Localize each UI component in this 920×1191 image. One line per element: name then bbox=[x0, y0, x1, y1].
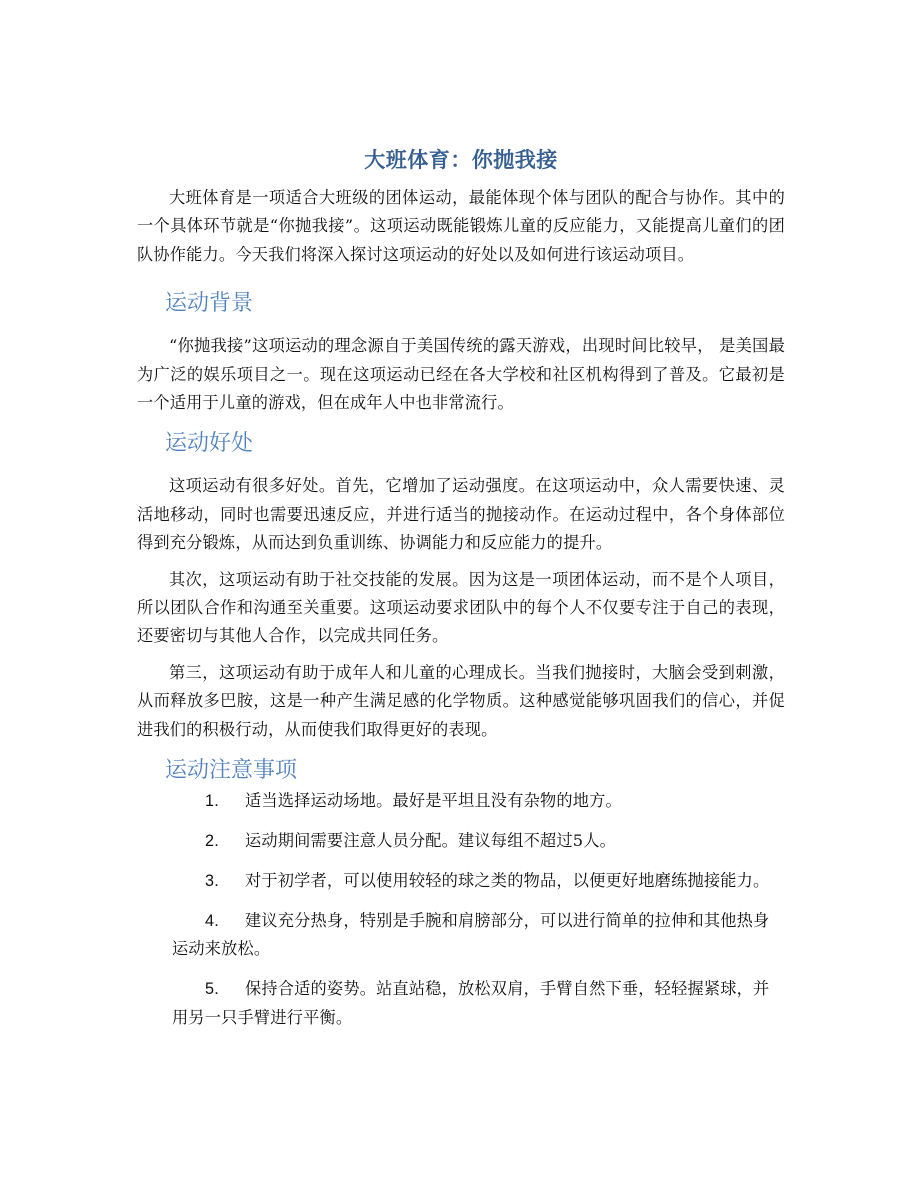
list-item-text: 适当选择运动场地。最好是平坦且没有杂物的地方。 bbox=[245, 791, 622, 811]
list-item bbox=[137, 787, 785, 815]
paragraph-gap bbox=[137, 651, 785, 659]
document-title: 大班体育：你抛我接 bbox=[364, 148, 558, 172]
section-heading-precautions: 运动注意事项 bbox=[165, 758, 298, 784]
list-item-number: 2. bbox=[205, 832, 219, 850]
section-heading-background: 运动背景 bbox=[165, 291, 254, 317]
list-item-text: 建议充分热身，特别是手腕和肩膀部分，可以进行简单的拉伸和其他热身运动来放松。 bbox=[172, 910, 770, 959]
precautions-list bbox=[137, 787, 785, 1032]
list-item-number: 4. bbox=[205, 911, 219, 930]
list-item-text: 保持合适的姿势。站直站稳，放松双肩，手臂自然下垂，轻轻握紧球，并用另一只手臂进行平衡。 bbox=[172, 979, 770, 1027]
benefits-paragraph-1: 这项运动有很多好处。首先，它增加了运动强度。在这项运动中，众人需要快速、灵活地移动，同时也需要迅速反应，并进行适当的抛接动作。在运动过程中，各个身体部位得到充分锻炼，从而达到负重训练、协调能力和反应能力的提升。 bbox=[137, 476, 785, 553]
list-item-number: 5. bbox=[205, 980, 219, 999]
list-item bbox=[137, 975, 785, 1032]
list-item bbox=[137, 867, 785, 895]
background-paragraph: “你抛我接”这项运动的理念源自于美国传统的露天游戏，出现时间比较早， 是美国最为广泛的娱乐项目之一。现在这项运动已经在各大学校和社区机构得到了普及。它最初是一个适用于儿童的游戏，但在成年人中也非常流行。 bbox=[137, 336, 785, 413]
list-item-text: 运动期间需要注意人员分配。建议每组不超过5人。 bbox=[245, 831, 617, 850]
benefits-paragraph-3: 第三，这项运动有助于成年人和儿童的心理成长。当我们抛接时，大脑会受到刺激，从而释放多巴胺，这是一种产生满足感的化学物质。这种感觉能够巩固我们的信心，并促进我们的积极行动，从而使我们取得更好的表现。 bbox=[137, 662, 785, 739]
benefits-paragraph-2: 其次，这项运动有助于社交技能的发展。因为这是一项团体运动，而不是个人项目，所以团队合作和沟通至关重要。这项运动要求团队中的每个人不仅要专注于自己的表现，还要密切与其他人合作，以完成共同任务。 bbox=[137, 569, 785, 646]
list-item-text: 对于初学者，可以使用较轻的球之类的物品，以便更好地磨练抛接能力。 bbox=[245, 870, 770, 890]
section-heading-benefits: 运动好处 bbox=[165, 431, 254, 457]
list-item-number: 1. bbox=[205, 792, 219, 811]
list-item-number: 3. bbox=[205, 871, 219, 890]
document-content bbox=[137, 145, 785, 1043]
intro-paragraph: 大班体育是一项适合大班级的团体运动，最能体现个体与团队的配合与协作。其中的一个具体环节就是“你抛我接”。这项运动既能锻炼儿童的反应能力，又能提高儿童们的团队协作能力。今天我们将深入探讨这项运动的好处以及如何进行该运动项目。 bbox=[137, 188, 785, 264]
list-item bbox=[137, 827, 785, 855]
list-item bbox=[137, 907, 785, 964]
paragraph-gap bbox=[137, 558, 785, 566]
